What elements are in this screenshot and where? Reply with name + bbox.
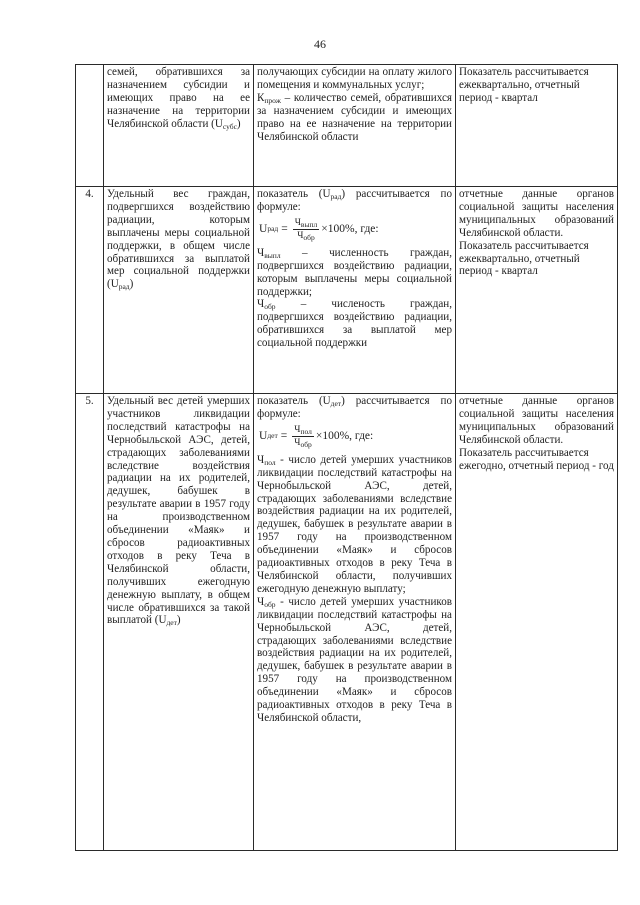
source-text: отчетные данные органов социальной защиты населения муниципальных образований Челябинской области. [459, 395, 614, 446]
method-intro-text: показатель (U [257, 395, 331, 407]
method-intro-subscript: дет [330, 399, 342, 408]
formula: U рад = $\frac{Ч_{выпл}}{Ч_{обр}}$ ×100%, где: [259, 217, 379, 242]
indicator-subscript: рад [118, 282, 130, 292]
formula-numerator: $Ч_{выпл}$ [294, 217, 318, 229]
symbol-subscript: пол [264, 457, 276, 467]
method-cell [254, 65, 456, 187]
indicator-cell [104, 65, 254, 187]
page-number: 46 [314, 37, 326, 51]
indicator-cell [104, 187, 254, 394]
indicator-text: семей, обратившихся за назначением субсидии и имеющих право на ее назначение на территории Челябинской области (U [107, 66, 250, 130]
definition-text: – количество семей, обратившихся за назначением субсидии и имеющих право на ее назначение на территории Челябинской области [257, 91, 452, 143]
source-text: Показатель рассчитывается ежеквартально, отчетный период - квартал [459, 239, 589, 278]
row-number-cell [76, 65, 104, 187]
row-number-cell: 4. [76, 187, 104, 394]
source-cell [456, 65, 618, 187]
formula-fraction [293, 218, 320, 241]
method-cell [254, 394, 456, 851]
table-row-5 [76, 394, 618, 851]
definition-text: - число детей умерших участников ликвидации последствий катастрофы на Чернобыльской АЭС, детей, страдающих заболеваниями вследствие воздействия радиации на их родителей, дедушек, бабушек в результате аварии в 1957 году на производственном объединении «Маяк» и сбросов радиоактивных отходов в реку Теча в Челябинской области, [257, 595, 452, 724]
row-number-cell: 5. [76, 394, 104, 851]
table-row-continued [76, 65, 618, 187]
source-cell [456, 187, 618, 394]
method-intro-end: ) рассчитывается по формуле: [257, 188, 452, 213]
method-intro-subscript: рад [330, 192, 342, 201]
definition [257, 596, 452, 725]
source-text: Показатель рассчитывается ежеквартально, отчетный период - квартал [459, 66, 589, 104]
formula-tail: ×100%, где: [321, 222, 379, 235]
indicator-subscript: дет [166, 618, 177, 628]
symbol-subscript: выпл [264, 250, 281, 260]
indicator-cell [104, 394, 254, 851]
indicator-end: ) [236, 117, 241, 130]
formula-lhs: U [259, 429, 268, 442]
source-cell [456, 394, 618, 851]
formula: U дет = $\frac{Ч_{пол}}{Ч_{обр}}$ ×100%, где: [259, 424, 374, 449]
method-intro [257, 188, 452, 214]
symbol-subscript: прож [264, 95, 281, 105]
symbol: Ч [257, 298, 265, 311]
formula-lhs: U [259, 222, 268, 235]
symbol: Ч [257, 595, 265, 608]
indicator-subscript: субс [222, 121, 237, 131]
formula-fraction [292, 425, 314, 448]
definition-text: - число детей умерших участников ликвидации последствий катастрофы на Чернобыльской АЭС, детей, страдающих заболеваниями вследствие воздействия радиации на их родителей, дедушек, бабушек в результате аварии в 1957 году на производственном объединении «Маяк» и сбросов радиоактивных отходов в реку Теча в Челябинской области, получивших ежегодную денежную выплату; [257, 453, 452, 595]
indicator-end: ) [129, 278, 134, 291]
formula-numerator: $Ч_{пол}$ [294, 424, 312, 436]
indicator-end: ) [176, 614, 181, 627]
method-intro-end: ) рассчитывается по формуле: [257, 395, 452, 420]
indicator-text: Удельный вес детей умерших участников ликвидации последствий катастрофы на Чернобыльской АЭС, детей, страдающих заболеваниями вследствие воздействия радиации на их родителей, дедушек, бабушек в результате аварии в 1957 году на производственном объединении «Маяк» и сбросов радиоактивных отходов в реку Теча в Челябинской области, получивших ежегодную денежную выплату, в общем числе обратившихся за такой выплатой (U [107, 395, 250, 627]
symbol-subscript: обр [264, 302, 276, 312]
source-text: Показатель рассчитывается ежегодно, отчетный период - год [459, 446, 614, 472]
symbol: К [257, 91, 265, 104]
formula-denominator: $Ч_{обр}$ [294, 437, 312, 449]
formula-denominator: $Ч_{обр}$ [297, 230, 315, 242]
symbol-subscript: обр [264, 599, 276, 609]
definition [257, 92, 452, 144]
formula-tail: ×100%, где: [315, 429, 374, 442]
definition-text: – численость граждан, подвергшихся воздействию радиации, обратившихся за выплатой мер социальной поддержки [257, 298, 452, 350]
symbol: Ч [257, 246, 265, 259]
method-intro-text: показатель (U [257, 188, 331, 200]
definition [257, 454, 452, 596]
method-intro [257, 395, 452, 421]
definition-text: – численность граждан, подвергшихся воздействию радиации, которым выплачены меры социальной поддержки; [257, 246, 452, 298]
method-text: получающих субсидии на оплату жилого помещения и коммунальных услуг; [257, 66, 452, 91]
indicators-table [75, 64, 618, 851]
source-text: отчетные данные органов социальной защиты населения муниципальных образований Челябинской области. [459, 188, 614, 239]
symbol: Ч [257, 453, 265, 466]
definition [257, 247, 452, 299]
indicator-text: Удельный вес граждан, подвергшихся воздействию радиации, которым выплачены меры социальной поддержки, в общем числе обратившихся за выплатой мер социальной поддержки (U [107, 188, 250, 291]
method-cell [254, 187, 456, 394]
definition [257, 298, 452, 350]
table-row-4 [76, 187, 618, 394]
